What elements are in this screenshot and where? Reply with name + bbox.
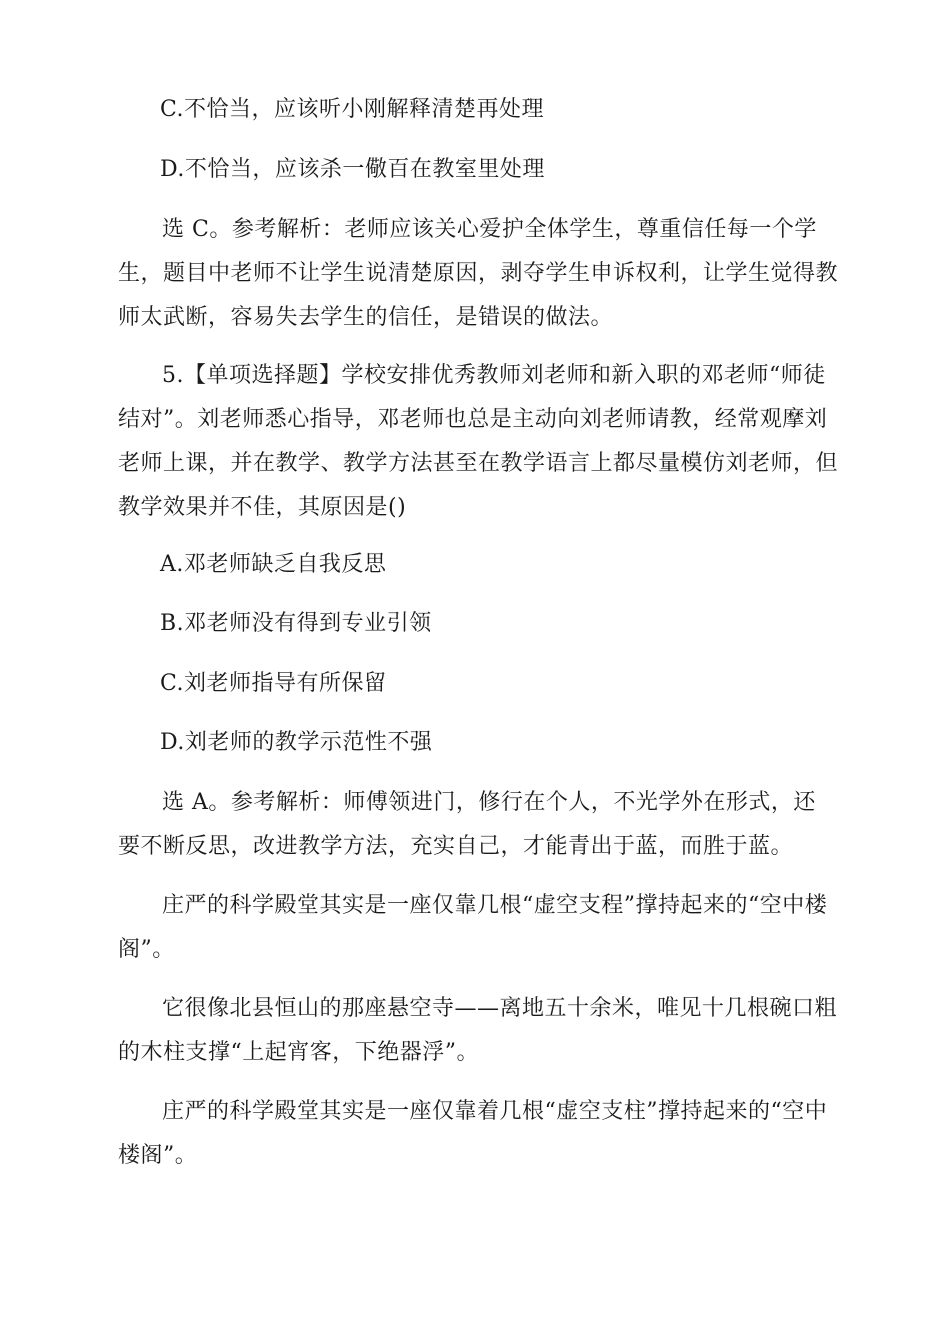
- option-c-previous: C.不恰当，应该听小刚解释清楚再处理: [160, 97, 545, 122]
- answer-explanation-5: 选 A。参考解析：师傅领进门，修行在个人，不光学外在形式，还要不断反思，改进教学方法，充实自己，才能青出于蓝，而胜于蓝。: [118, 790, 816, 859]
- option-c: C.刘老师指导有所保留: [160, 671, 387, 696]
- option-d: D.刘老师的教学示范性不强: [160, 730, 433, 755]
- paragraph-1: 庄严的科学殿堂其实是一座仅靠几根“虚空支程”撑持起来的“空中楼阁”。: [118, 893, 828, 962]
- paragraph-2: 它很像北县恒山的那座悬空寺——离地五十余米，唯见十几根碗口粗的木柱支撑“上起宵客，下绝器浮”。: [118, 996, 838, 1065]
- paragraph-3: 庄严的科学殿堂其实是一座仅靠着几根“虚空支柱”撑持起来的“空中楼阁”。: [118, 1099, 828, 1168]
- option-b: B.邓老师没有得到专业引领: [160, 611, 432, 636]
- answer-explanation-4: 选 C。参考解析：老师应该关心爱护全体学生，尊重信任每一个学生，题目中老师不让学生说清楚原因，剥夺学生申诉权利，让学生觉得教师太武断，容易失去学生的信任，是错误的做法。: [118, 217, 839, 330]
- question-5: 5.【单项选择题】学校安排优秀教师刘老师和新入职的邓老师“师徒结对”。刘老师悉心指导，邓老师也总是主动向刘老师请教，经常观摩刘老师上课，并在教学、教学方法甚至在教学语言上都尽量模仿刘老师，但教学效果并不佳，其原因是(): [118, 363, 839, 520]
- option-a: A.邓老师缺乏自我反思: [160, 552, 387, 577]
- option-d-previous: D.不恰当，应该杀一儆百在教室里处理: [160, 157, 545, 182]
